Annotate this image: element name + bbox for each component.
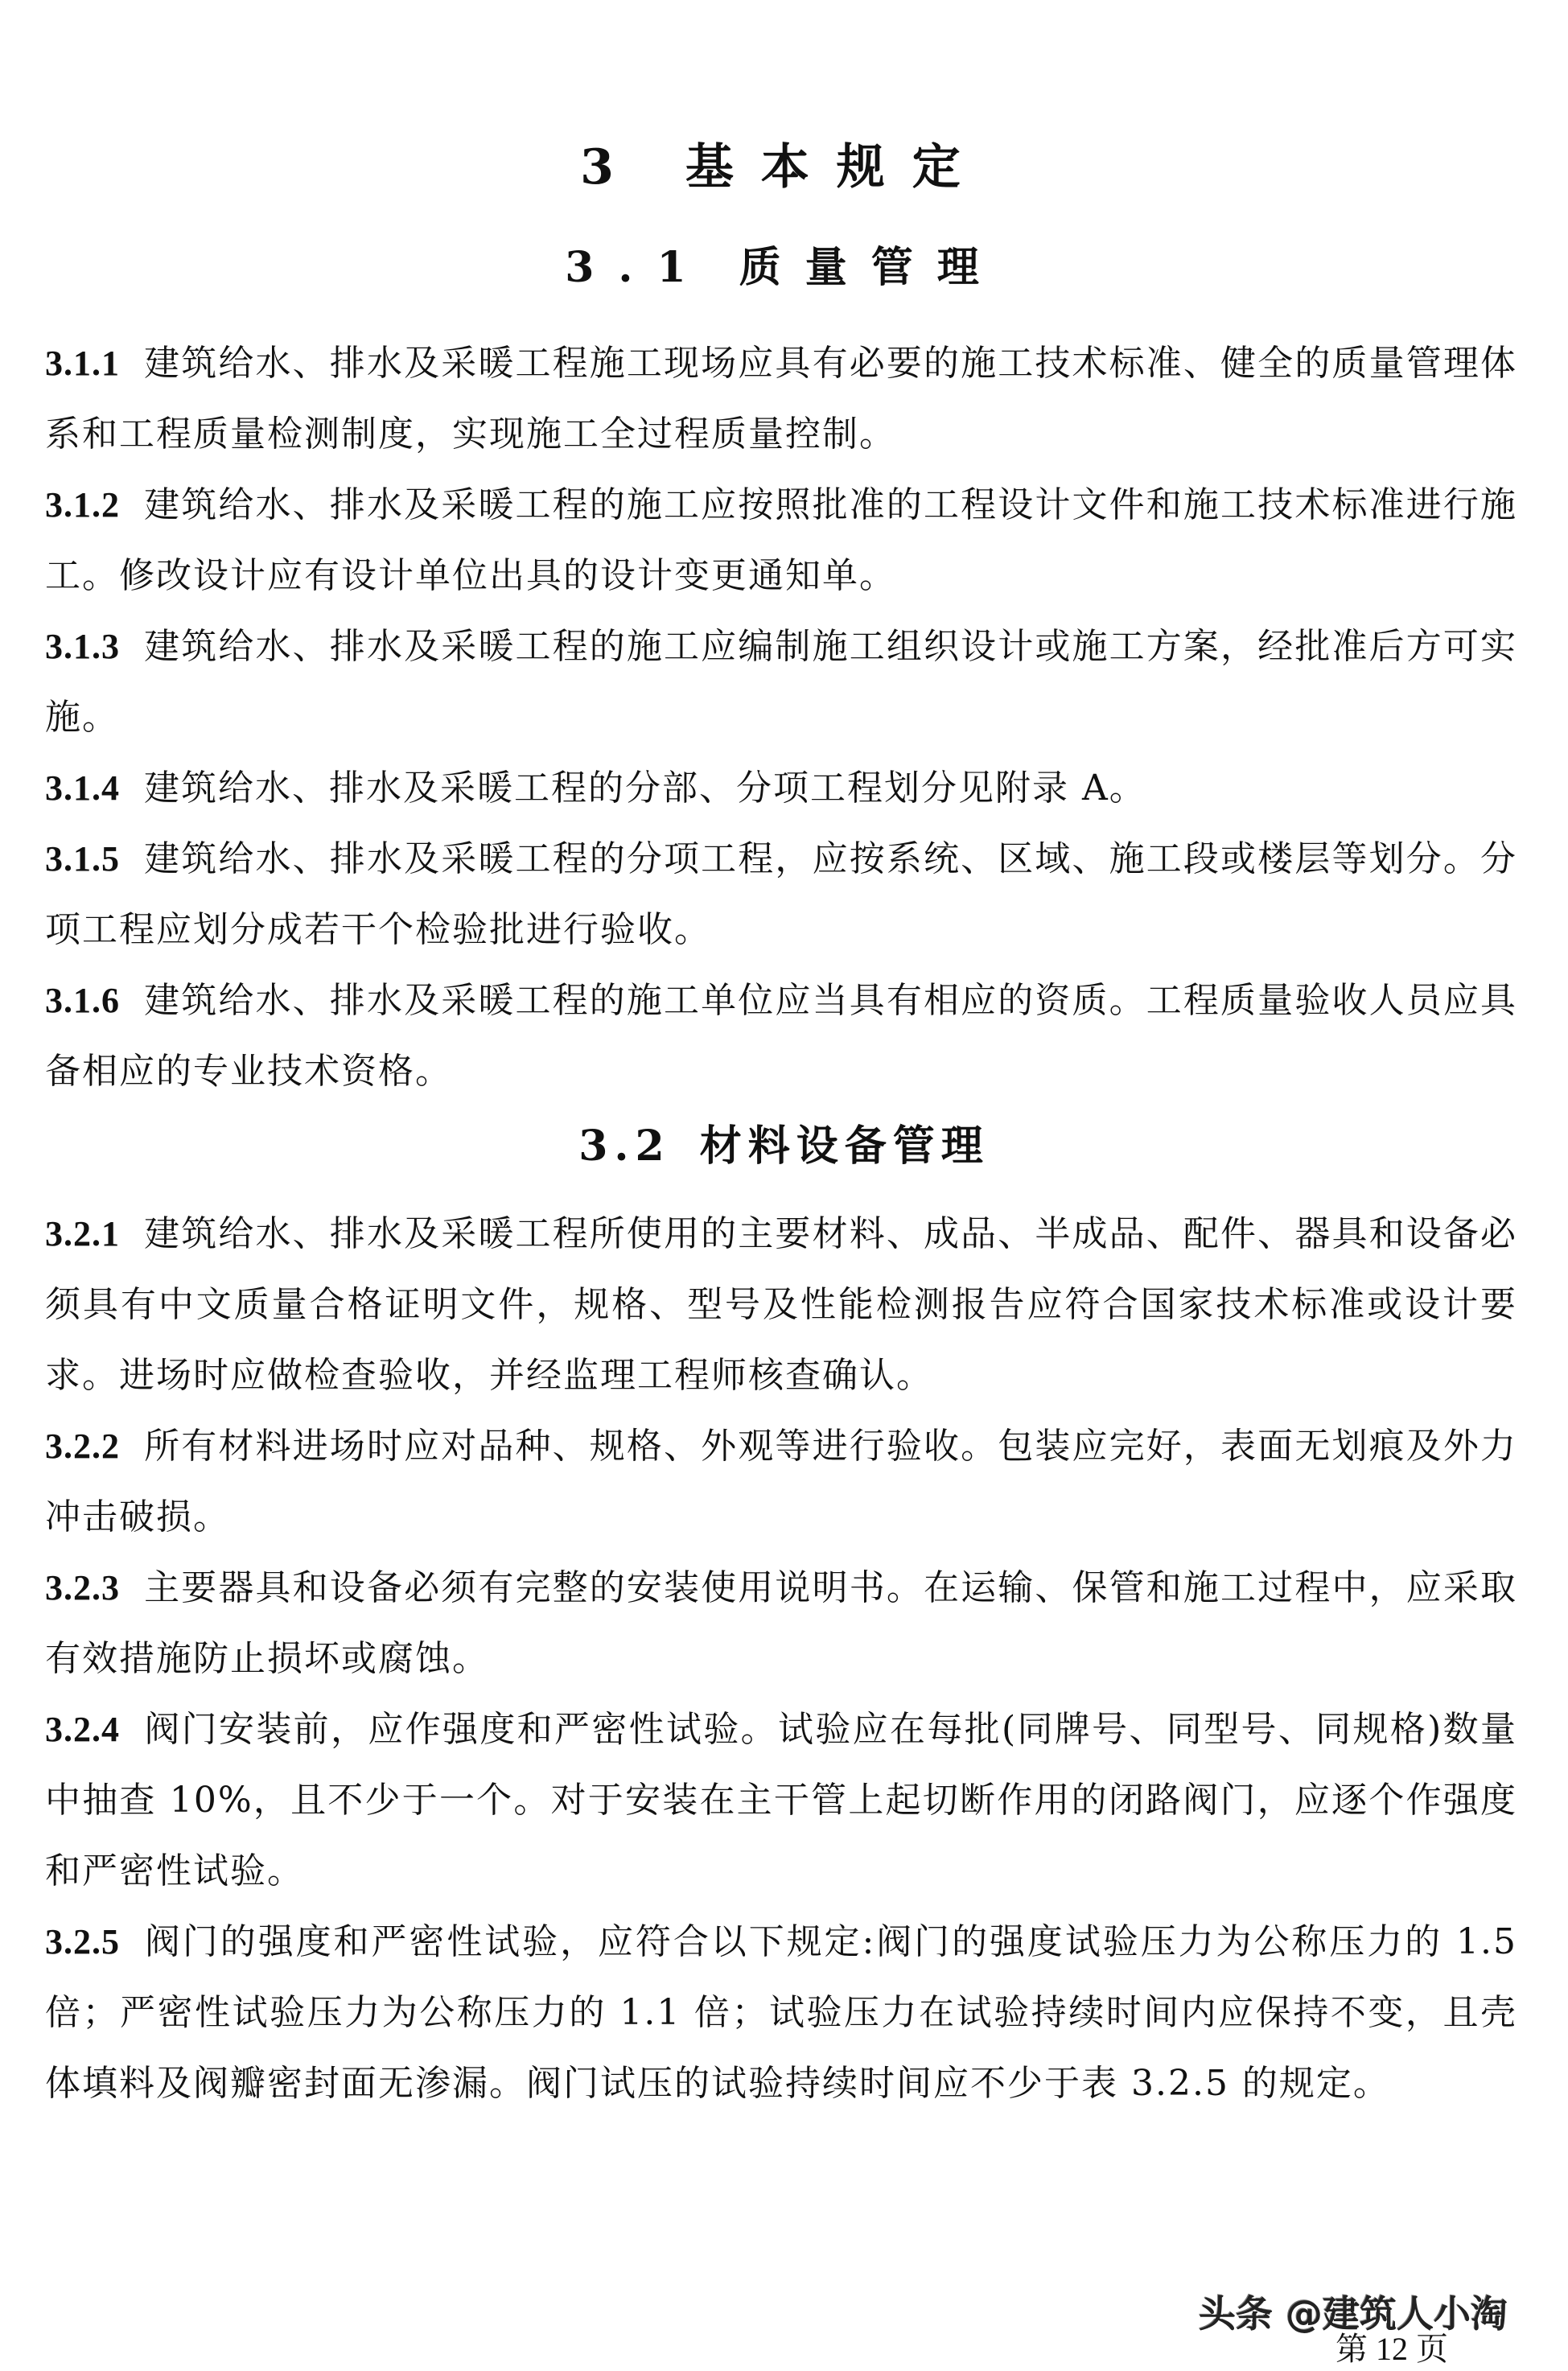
clause-text: 主要器具和设备必须有完整的安装使用说明书。在运输、保管和施工过程中，应采取有效措施防止损坏或腐蚀。 <box>45 1567 1517 1679</box>
clause-text: 建筑给水、排水及采暖工程施工现场应具有必要的施工技术标准、健全的质量管理体系和工程质量检测制度，实现施工全过程质量控制。 <box>45 343 1517 455</box>
clause-number: 3.1.3 <box>45 627 120 666</box>
clause-3-1-5 <box>45 824 1517 965</box>
clause-text: 建筑给水、排水及采暖工程的施工单位应当具有相应的资质。工程质量验收人员应具备相应的专业技术资格。 <box>45 980 1517 1092</box>
clause-3-1-3 <box>45 611 1517 753</box>
clause-number: 3.1.1 <box>45 344 120 383</box>
clause-number: 3.2.1 <box>45 1214 120 1253</box>
watermark: 头条 @建筑人小淘 <box>1199 2292 1508 2336</box>
section-title-3-2 <box>0 1118 1568 1175</box>
clause-text: 建筑给水、排水及采暖工程的分部、分项工程划分见附录 A。 <box>144 768 1146 809</box>
clause-3-1-4 <box>45 753 1517 824</box>
clause-number: 3.1.4 <box>45 768 120 808</box>
clause-number: 3.1.5 <box>45 839 120 879</box>
clause-3-1-2 <box>45 470 1517 611</box>
clause-text: 所有材料进场时应对品种、规格、外观等进行验收。包装应完好，表面无划痕及外力冲击破损。 <box>45 1426 1517 1537</box>
chapter-number: 3 <box>580 139 641 196</box>
clause-number: 3.1.2 <box>45 485 120 525</box>
section-title-text: 质量管理 <box>739 243 1003 292</box>
clause-3-2-1 <box>45 1199 1517 1411</box>
section-title-text: 材料设备管理 <box>699 1122 990 1171</box>
clause-text: 建筑给水、排水及采暖工程的分项工程，应按系统、区域、施工段或楼层等划分。分项工程应划分成若干个检验批进行验收。 <box>45 838 1517 950</box>
clause-3-2-3 <box>45 1553 1517 1694</box>
clause-3-2-4 <box>45 1694 1517 1907</box>
clause-text: 阀门安装前，应作强度和严密性试验。试验应在每批(同牌号、同型号、同规格)数量中抽查 10%，且不少于一个。对于安装在主干管上起切断作用的闭路阀门，应逐个作强度和严密性试验。 <box>45 1709 1517 1891</box>
section-number: 3.2 <box>578 1122 671 1171</box>
clause-number: 3.2.3 <box>45 1568 120 1607</box>
clause-number: 3.2.2 <box>45 1426 120 1466</box>
clause-text: 建筑给水、排水及采暖工程所使用的主要材料、成品、半成品、配件、器具和设备必须具有中文质量合格证明文件，规格、型号及性能检测报告应符合国家技术标准或设计要求。进场时应做检查验收，并经监理工程师核查确认。 <box>45 1213 1517 1396</box>
section-title-3-1 <box>0 240 1568 296</box>
clause-text: 建筑给水、排水及采暖工程的施工应按照批准的工程设计文件和施工技术标准进行施工。修改设计应有设计单位出具的设计变更通知单。 <box>45 484 1517 596</box>
clause-number: 3.2.4 <box>45 1710 120 1749</box>
chapter-title-text: 基本规定 <box>685 139 988 196</box>
clause-text: 建筑给水、排水及采暖工程的施工应编制施工组织设计或施工方案，经批准后方可实施。 <box>45 626 1517 738</box>
page-number: 第 12 页 <box>1335 2331 1448 2367</box>
clause-3-2-2 <box>45 1411 1517 1553</box>
chapter-title <box>0 135 1568 200</box>
clause-number: 3.2.5 <box>45 1922 120 1961</box>
clause-3-1-6 <box>45 965 1517 1107</box>
clause-number: 3.1.6 <box>45 981 120 1020</box>
section-number: 3.1 <box>565 243 710 292</box>
clause-3-2-5 <box>45 1907 1517 2119</box>
clause-3-1-1 <box>45 328 1517 470</box>
clause-text: 阀门的强度和严密性试验，应符合以下规定:阀门的强度试验压力为公称压力的 1.5 倍；严密性试验压力为公称压力的 1.1 倍；试验压力在试验持续时间内应保持不变，且壳体填料及阀瓣密封面无渗漏。阀门试压的试验持续时间应不少于表 3.2.5 的规定。 <box>45 1921 1517 2104</box>
